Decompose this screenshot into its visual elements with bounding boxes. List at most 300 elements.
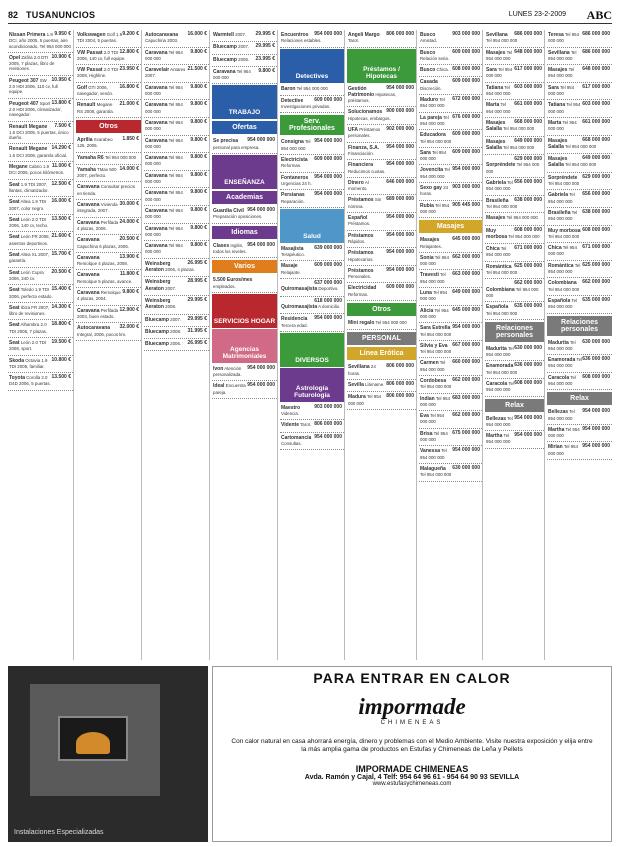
ad-title: Bellezas	[486, 415, 507, 422]
ad-price: 14.290 €	[51, 145, 71, 152]
ad-title: Golf	[77, 84, 87, 91]
ad-price: 630 000 000	[514, 344, 542, 351]
ad-text: Videncia.	[281, 411, 299, 417]
ad-title: Autocaravana	[77, 325, 111, 332]
classified-ad	[347, 213, 416, 231]
ad-title: Vidente	[281, 422, 299, 429]
ad-text: Tel 954 000 000	[548, 357, 582, 369]
classified-ad	[547, 226, 612, 244]
ad-title: Encuentros	[281, 32, 309, 38]
classified-ad	[280, 261, 344, 279]
ad-title: Maduro	[420, 97, 439, 104]
ad-price: 954 000 000	[247, 382, 275, 389]
ad-text: Tel 954 000 000	[145, 207, 183, 220]
ad-text: Reformas.	[281, 163, 302, 169]
ad-price: 671 000 000	[514, 245, 542, 252]
ad-price: 9.800 €	[190, 118, 207, 125]
classified-ad	[8, 30, 73, 53]
section-title: TUSANUNCIOS	[26, 10, 96, 20]
ad-text: Toledo 1.9 TDI 2006, perfecto estado.	[9, 287, 53, 299]
ad-price: 686 000 000	[514, 31, 542, 37]
ad-text: Tel 954 000 000	[486, 180, 513, 192]
classified-ad	[144, 83, 209, 101]
ad-price: 29.995 €	[255, 43, 275, 50]
ad-title: Madura	[348, 394, 366, 401]
classified-ad	[280, 314, 344, 332]
ad-title: Carmen	[420, 360, 439, 367]
ad-price: 954 000 000	[386, 231, 414, 238]
classified-ad	[144, 136, 209, 154]
ad-text: Tel 954 000 000	[548, 245, 577, 257]
section-banner: Préstamos / Hipotecas	[347, 49, 416, 83]
ad-text: Llámame.	[365, 381, 385, 387]
ad-text: 24 horas.	[420, 185, 449, 197]
classified-ad	[8, 356, 73, 374]
ad-price: 954 000 000	[386, 249, 414, 256]
ad-price: 9.800 €	[190, 48, 207, 55]
ad-text: Tel 954 000 000	[420, 331, 452, 337]
ad-price: 609 000 000	[452, 48, 480, 55]
ad-text: Tel 954 000 000	[145, 119, 183, 132]
section-banner: SERVICIOS HOGAR	[212, 294, 277, 328]
ad-price: 609 000 000	[452, 148, 480, 155]
ad-price: 954 000 000	[452, 324, 480, 331]
classified-ad	[76, 153, 141, 165]
ad-price: 625 000 000	[582, 261, 610, 268]
ad-title: Seat	[9, 199, 20, 206]
ad-price: 954 000 000	[386, 266, 414, 273]
ad-text: Perfilada 2003, buen estado.	[77, 307, 119, 319]
ad-title: Weinsberg Aeraton	[145, 279, 171, 292]
ad-text: Tel 954 000 000	[548, 102, 581, 114]
section-banner: Salud	[280, 209, 344, 243]
ad-title: Español	[348, 215, 368, 222]
ad-text: Tel 954 000 000	[548, 119, 577, 132]
ad-text: Tel 954 000 000	[213, 68, 251, 81]
ad-text: Tel 954 000 000	[548, 297, 577, 310]
ad-price: 635 000 000	[514, 303, 542, 310]
ad-price: 13.500 €	[51, 374, 71, 381]
classified-ad	[8, 268, 73, 286]
classified-ad	[485, 48, 544, 66]
ad-text: Tel 954 000 000	[548, 84, 575, 97]
ad-text: GTI 2006, navegador, xenón.	[77, 84, 114, 97]
ad-title: Seat	[9, 304, 20, 311]
ad-title: Chica	[548, 245, 562, 252]
ad-title: Renault Megane	[9, 146, 48, 153]
ad-title: Madurita	[486, 345, 507, 352]
ad-title: La pareja	[420, 114, 442, 121]
ad-title: Sevillana	[486, 32, 508, 38]
ad-text: Perfilada 4 plazas, 2006.	[77, 219, 119, 231]
ad-price: 954 000 000	[314, 315, 342, 322]
classified-ad	[212, 136, 277, 154]
ad-title: Masajes Salalla	[486, 119, 506, 133]
classified-ad	[485, 83, 544, 101]
section-banner: Relaciones personales	[485, 322, 544, 342]
ad-text: Tel 954 000 000	[548, 192, 575, 204]
ad-title: Casada	[420, 79, 438, 86]
classified-ad	[212, 206, 277, 224]
ad-text: Tel 954 000 000	[145, 49, 183, 61]
ad-text: Tel 954 000 000	[420, 114, 449, 126]
classified-ad	[280, 155, 344, 173]
section-banner: Relaciones personales	[547, 316, 612, 336]
ad-price: 13.900 €	[119, 253, 139, 260]
ad-text: Tel 954 000 000	[486, 380, 514, 393]
section-banner: DIVERSOS	[280, 333, 344, 367]
classified-ad	[144, 241, 209, 259]
section-banner: Idiomas	[212, 226, 277, 239]
ad-text: Tel 954 000 000	[486, 102, 511, 114]
classified-ad	[144, 153, 209, 171]
ad-price: 806 000 000	[386, 393, 414, 400]
ad-title: Masajes	[548, 67, 568, 74]
classified-ad	[8, 338, 73, 356]
ad-text: Tel 954 000 000	[145, 243, 183, 255]
ad-price: 661 000 000	[514, 101, 542, 108]
classified-ad	[144, 327, 209, 339]
section-banner: Varios	[212, 260, 277, 273]
ad-price: 661 000 000	[582, 118, 610, 125]
classified-ad	[485, 361, 544, 379]
ad-price: 656 000 000	[582, 191, 610, 198]
column-7	[419, 30, 483, 660]
ad-price: 14.300 €	[51, 303, 71, 310]
classified-ad	[8, 197, 73, 215]
ad-text: Tel 954 000 000	[486, 38, 518, 44]
ad-title: Brasileña	[486, 197, 509, 204]
ad-text: Financiación.	[348, 150, 374, 156]
ad-title: Renault Megane	[9, 123, 48, 130]
classified-ad	[419, 48, 482, 66]
page-number: 82	[8, 10, 19, 20]
classified-ad	[419, 113, 482, 131]
ad-text: Tel 954 000 000	[486, 345, 514, 358]
ad-price: 16.000 €	[187, 31, 207, 37]
ad-text: Tel 954 000 000	[486, 270, 518, 276]
ad-price: 806 000 000	[386, 363, 414, 370]
ad-text: Tel 954 000 000	[548, 67, 575, 79]
classified-ad	[347, 231, 416, 249]
ad-title: Gabriela	[486, 180, 507, 187]
ad-title: Seat	[9, 287, 20, 294]
ad-price: 29.995 €	[255, 31, 275, 37]
ad-title: Yamaha R6	[77, 154, 104, 161]
ad-text: Tel 954 000 000	[420, 413, 445, 425]
ad-price: 9.800 €	[190, 136, 207, 143]
ad-price: 30.000 €	[119, 201, 139, 208]
section-banner: TRABAJO	[212, 85, 277, 119]
ad-text: León 2.0 TDI 2006, 140 cv, techo.	[9, 216, 49, 229]
section-banner: ENSEÑANZA	[212, 155, 277, 189]
ad-title: Caravana	[77, 254, 100, 261]
ad-title: Brisa	[420, 430, 433, 437]
ad-text: Tel 954 000 000	[420, 167, 450, 179]
classified-ad	[8, 373, 73, 391]
ad-title: Colombiana	[548, 280, 577, 287]
ad-text: Tel 954 000 000	[420, 395, 451, 407]
classified-ad	[347, 392, 416, 410]
classified-ad	[144, 171, 209, 189]
ad-text: Personales.	[348, 274, 372, 280]
ad-website[interactable]: www.estufasychimeneas.com	[372, 781, 452, 787]
ad-price: 12.500 €	[51, 180, 71, 187]
ad-price: 608 000 000	[514, 379, 542, 386]
ad-text: Tel 954 000 000	[486, 369, 518, 375]
ad-title: Enamorada	[486, 363, 514, 370]
ad-price: 608 000 000	[452, 66, 480, 73]
classified-ad	[76, 135, 141, 153]
ad-text: Reducimos cuotas.	[348, 168, 386, 174]
classified-ad	[485, 379, 544, 397]
ad-price: 9.200 €	[122, 31, 139, 37]
ad-text: A domicilio.	[318, 303, 341, 309]
ad-price: 667 000 000	[452, 341, 480, 348]
ad-price: 21.600 €	[51, 233, 71, 240]
ad-text: Cabrio 1.9 DCI 2006, pocos kilómetros.	[9, 164, 65, 176]
classified-ad	[144, 296, 209, 315]
ad-title: Teresa	[548, 32, 564, 38]
ad-title: Seat	[9, 269, 20, 276]
ad-title: Autocaravana	[145, 32, 179, 38]
ad-price: 806 000 000	[386, 380, 414, 387]
classified-ad	[347, 362, 416, 380]
ad-title: Masajes	[486, 49, 506, 56]
column-6	[347, 30, 417, 660]
section-banner: Academias	[212, 191, 277, 204]
ad-price: 954 000 000	[314, 31, 342, 37]
ad-text: Tel 954 000 000	[548, 262, 581, 275]
ad-title: Luna	[420, 290, 432, 297]
ad-title: Caravana	[145, 119, 168, 126]
ad-text: Sin nómina.	[348, 197, 382, 209]
ad-title: Bellezas	[548, 409, 569, 416]
ad-title: Caravana	[213, 68, 236, 75]
ad-text: Reformas.	[348, 291, 369, 297]
ad-title: Solucionamos	[348, 109, 383, 116]
ad-text: Octavia 1.9 TDI 2005, familiar.	[9, 357, 48, 369]
classified-ad	[419, 270, 482, 288]
ad-price: 609 000 000	[314, 262, 342, 269]
ad-text: Tel 954 000 000	[486, 162, 540, 174]
ad-price: 662 000 000	[582, 279, 610, 286]
ad-text: Tel 954 000 000	[548, 181, 580, 187]
brand-logo: impormade	[358, 694, 466, 719]
ad-price: 676 000 000	[452, 113, 480, 120]
ad-price: 954 000 000	[386, 143, 414, 150]
ad-text: Relajante.	[281, 269, 301, 275]
ad-title: Residencia	[281, 316, 308, 323]
classified-ad	[419, 429, 482, 447]
classified-ad	[144, 259, 209, 278]
ad-text: Tel 954 000 000	[548, 286, 580, 292]
ad-price: 603 000 000	[582, 101, 610, 108]
ad-price: 689 000 000	[386, 196, 414, 203]
section-banner: Detectives	[280, 49, 344, 83]
ad-text: 2007.	[235, 32, 247, 37]
ad-title: Baron	[281, 85, 296, 92]
ad-price: 9.800 €	[190, 171, 207, 178]
classified-ad	[76, 270, 141, 288]
ad-text: Tel 954 000 000	[503, 144, 535, 150]
classified-ad	[280, 433, 344, 451]
ad-text: Tel 954 000 000	[486, 203, 518, 209]
ad-price: 954 000 000	[314, 138, 342, 145]
fireplace-photo	[8, 666, 208, 842]
ad-price: 630 000 000	[582, 338, 610, 345]
ad-title: Electricista	[281, 157, 308, 164]
classified-ad	[280, 420, 344, 432]
ad-text: Tel 954 000 000	[508, 233, 540, 239]
classified-ad	[547, 83, 612, 101]
ad-price: 660 000 000	[452, 359, 480, 366]
ad-text: 2006, 4 plazas.	[165, 267, 195, 273]
ad-text: Tel 954 000 000	[420, 254, 449, 267]
ad-price: 603 000 000	[514, 83, 542, 90]
ad-price: 32.000 €	[119, 324, 139, 331]
ad-title: Masajes Salalla	[548, 156, 568, 169]
ad-title: Caravana	[77, 184, 100, 191]
ad-title: Toyota	[9, 375, 26, 382]
classified-ad	[8, 285, 73, 303]
classified-ad	[144, 339, 209, 351]
ad-title: Sevillana	[348, 364, 370, 371]
classified-ad	[144, 206, 209, 224]
classified-ad	[547, 261, 612, 279]
classified-ad	[144, 48, 209, 66]
ad-price: 629 000 000	[582, 173, 610, 180]
ad-title: Bluecamp	[213, 56, 237, 63]
ad-title: Caravana	[77, 237, 100, 244]
ad-text: Zafira 2.0 DTI 2005, 7 plazas, libro de revisiones.	[9, 54, 55, 72]
classified-ad	[144, 277, 209, 296]
classified-ad	[280, 137, 344, 155]
ad-price: 638 000 000	[514, 196, 542, 203]
ad-price: 635 000 000	[582, 296, 610, 303]
ad-text: SW 2.0 HDI 2006, 110 cv, full equipe.	[9, 77, 58, 95]
classified-ad	[347, 248, 416, 266]
ad-price: 609 000 000	[314, 156, 342, 163]
ad-text: Tel 954 000 000	[548, 233, 580, 239]
ad-text: Capuchina 6 plazas, 2005.	[77, 243, 129, 249]
ad-title: Bluecamp	[145, 328, 169, 335]
ad-price: 954 000 000	[314, 191, 342, 198]
ad-title: Sara	[420, 149, 431, 156]
ad-text: 1.5 DCI 2005, 5 puertas, único dueño.	[9, 129, 69, 141]
ad-title: Caravana	[145, 172, 168, 179]
ad-price: 954 000 000	[582, 425, 610, 432]
ad-price: 638 000 000	[582, 208, 610, 215]
ad-text: Tel 954 000 000	[565, 143, 597, 149]
ad-text: Tel 954 000 000	[375, 320, 407, 326]
column-8	[485, 30, 545, 660]
classified-ad	[347, 84, 416, 108]
classified-ad	[8, 162, 73, 180]
column-4	[212, 30, 278, 660]
ad-price: 954 000 000	[582, 443, 610, 450]
ad-title: Madurita	[548, 339, 569, 346]
ad-text: 2008.	[165, 304, 177, 310]
ad-price: 11.000 €	[51, 163, 71, 170]
ad-title: Aprilia	[77, 136, 93, 143]
ad-text: Antares 2007.	[145, 67, 186, 79]
ad-text: Tel 954 000 000	[145, 225, 183, 237]
classified-ad	[347, 125, 416, 143]
classified-ad	[485, 137, 544, 156]
ad-price: 649 000 000	[582, 155, 610, 162]
classified-ad	[280, 297, 344, 315]
ad-price: 29.995 €	[187, 296, 207, 303]
classified-ad	[347, 30, 416, 48]
ad-text: Tel 954 000 000	[486, 310, 518, 316]
ad-title: Mirian	[548, 444, 563, 451]
classified-ad	[547, 425, 612, 443]
classified-ad	[547, 278, 612, 296]
ad-title: Warmtell	[213, 32, 234, 38]
classified-ad	[419, 148, 482, 166]
ad-price: 20.500 €	[51, 268, 71, 275]
ad-title: Seat	[9, 322, 20, 329]
ad-title: Bluecamp	[213, 44, 237, 51]
ad-title: Martha	[548, 426, 565, 433]
classified-ad	[485, 100, 544, 118]
ad-text: 24 horas.	[348, 364, 376, 376]
ad-text: Rápidos.	[348, 238, 366, 244]
ad-price: 954 000 000	[247, 137, 275, 144]
ad-title: Nissan Primera	[9, 32, 46, 38]
ad-title: Sexo gay	[420, 185, 442, 192]
classified-ad	[8, 232, 73, 250]
ad-price: 662 000 000	[452, 253, 480, 260]
classified-ad	[144, 30, 209, 48]
ad-text: Tercera edad.	[281, 322, 308, 328]
ad-price: 12.900 €	[119, 306, 139, 313]
ad-text: 2007.	[238, 44, 250, 50]
ad-title: Peugeot 307	[9, 77, 39, 84]
ad-price: 13.800 €	[51, 99, 71, 106]
ad-text: Tel 954 000 000	[420, 472, 452, 478]
ad-title: Romántica	[486, 263, 512, 270]
classified-ad	[419, 394, 482, 412]
ad-text: Consultar precios en tienda.	[77, 184, 135, 196]
ad-text: 2.0 TDI 2008, Highline.	[77, 67, 119, 79]
classified-ad	[347, 283, 416, 301]
classified-ad	[212, 381, 277, 399]
classified-ad	[280, 190, 344, 208]
classified-ad	[547, 136, 612, 155]
ad-text: Al momento.	[348, 179, 369, 192]
ad-text: Sport 2.0 HDI 2006, climatizador, navegador.	[9, 100, 62, 118]
ad-text: Reparación.	[281, 198, 305, 204]
ad-price: 9.800 €	[190, 83, 207, 90]
ad-title: Tatiana	[548, 102, 566, 109]
ad-text: Remolque 4 plazas, 2004.	[77, 290, 121, 302]
ad-text: Tel 954 000 000	[145, 172, 183, 185]
classified-ad	[76, 48, 141, 66]
ad-title: Enamorada	[548, 357, 576, 364]
classified-ad	[419, 65, 482, 77]
ad-text: 2006.	[238, 56, 250, 62]
ad-title: VW Passat	[77, 67, 103, 74]
ad-title: Caravana	[77, 202, 100, 209]
ad-text: Tel 954 000 000	[420, 138, 452, 144]
ad-title: Romántica	[548, 262, 574, 269]
classified-ad	[76, 182, 141, 200]
ad-price: 954 000 000	[386, 161, 414, 168]
classified-ad	[485, 196, 544, 214]
ad-title: Seat	[9, 216, 20, 223]
